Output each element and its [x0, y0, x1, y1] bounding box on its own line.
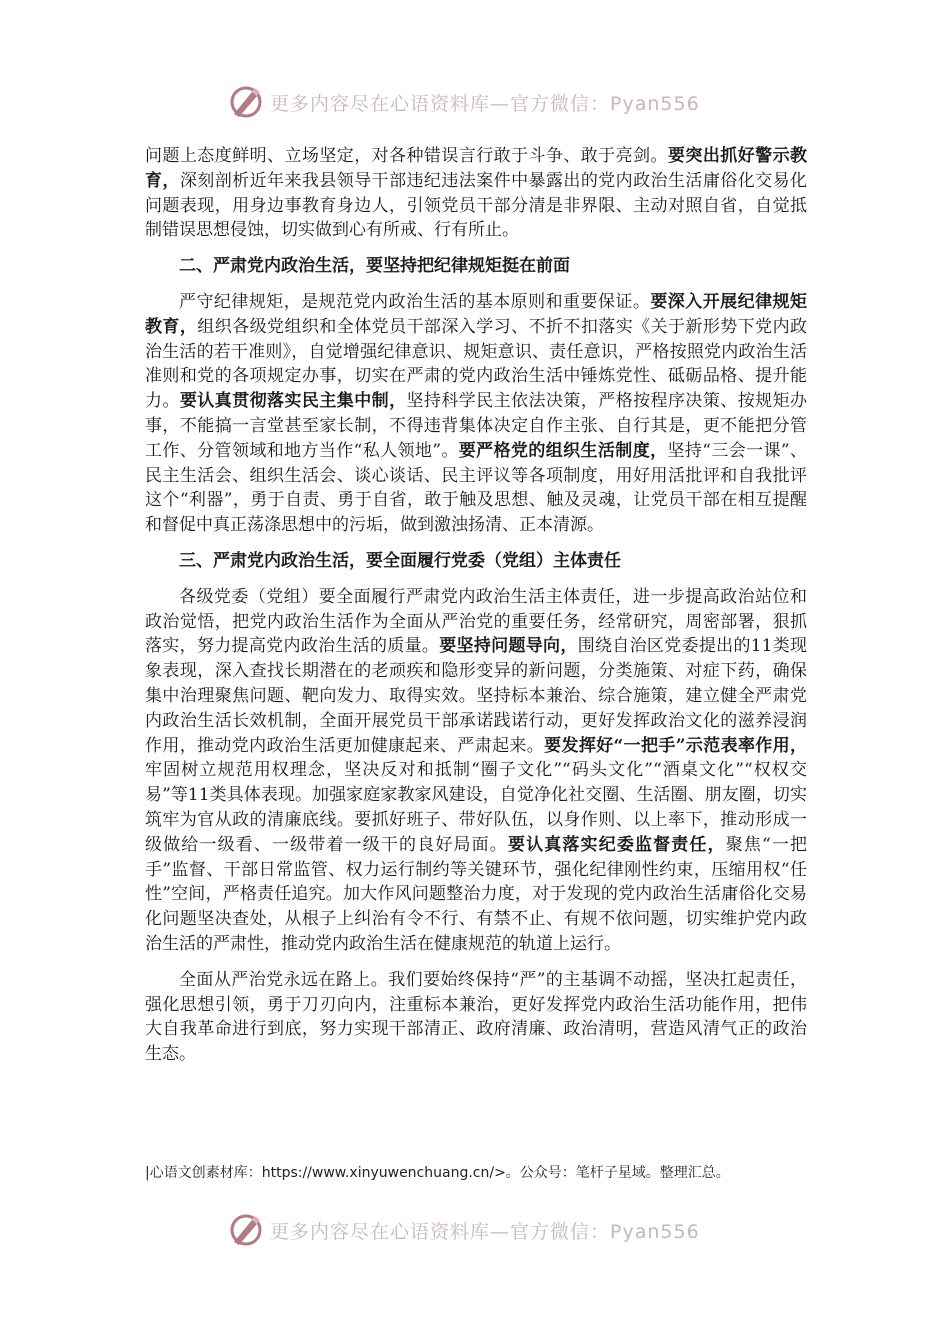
paragraph: 严守纪律规矩，是规范党内政治生活的基本原则和重要保证。要深入开展纪律规矩教育，组织各级党组织和全体党员干部深入学习、不折不扣落实《关于新形势下党内政治生活的若干准则》，自觉增强纪律意识、规矩意识、责任意识，严格按照党内政治生活准则和党的各项规定办事，切实在严肃的党内政治生活中锤炼党性、砥砺品格、提升能力。要认真贯彻落实民主集中制，坚持科学民主依法决策，严格按程序决策、按规矩办事，不能搞一言堂甚至家长制，不得违背集体决定自作主张、自行其是，更不能把分管工作、分管领域和地方当作“私人领地”。要严格党的组织生活制度，坚持“三会一课”、民主生活会、组织生活会、谈心谈话、民主评议等各项制度，用好用活批评和自我批评这个“利器”，勇于自责、勇于自省，敢于触及思想、触及灵魂，让党员干部在相互提醒和督促中真正荡涤思想中的污垢，做到激浊扬清、正本清源。 — [145, 291, 808, 536]
key-point: 要深入开展纪律规矩教育， — [145, 291, 808, 337]
article-body — [145, 144, 807, 1067]
footer-watermark-banner — [228, 1210, 728, 1250]
banner-text: 更多内容尽在心语资料库—官方微信：Pyan556 — [270, 1220, 700, 1243]
paragraph: 各级党委（党组）要全面履行严肃党内政治生活主体责任，进一步提高政治站位和政治觉悟，把党内政治生活作为全面从严治党的重要任务，经常研究，周密部署，狠抓落实，努力提高党内政治生活的质量。要坚持问题导向，围绕自治区党委提出的11类现象表现，深入查找长期潜在的老顽疾和隐形变异的新问题，分类施策、对症下药，确保集中治理聚焦问题、靶向发力、取得实效。坚持标本兼治、综合施策，建立健全严肃党内政治生活长效机制，全面开展党员干部承诺践诺行动，更好发挥政治文化的滋养浸润作用，推动党内政治生活更加健康起来、严肃起来。要发挥好“一把手”示范表率作用，牢固树立规范用权理念，坚决反对和抵制“圈子文化”“码头文化”“酒桌文化”“权权交易”等11类具体表现。加强家庭家教家风建设，自觉净化社交圈、生活圈、朋友圈，切实筑牢为官从政的清廉底线。要抓好班子、带好队伍，以身作则、以上率下，推动形成一级做给一级看、一级带着一级干的良好局面。要认真落实纪委监督责任，聚焦“一把手”监督、干部日常监管、权力运行制约等关键环节，强化纪律刚性约束，压缩用权“任性”空间，严格责任追究。加大作风问题整治力度，对于发现的党内政治生活庸俗化交易化问题坚决查处，从根子上纠治有令不行、有禁不止、有规不依问题，切实维护党内政治生活的严肃性，推动党内政治生活在健康规范的轨道上运行。 — [145, 586, 808, 954]
banner-wechat-id: Pyan556 — [610, 92, 700, 115]
key-point: 要严格党的组织生活制度， — [458, 440, 668, 461]
closing-paragraph: 全面从严治党永远在路上。我们要始终保持“严”的主基调不动摇，坚决扛起责任，强化思想引领，勇于刀刃向内，注重标本兼治，更好发挥党内政治生活功能作用，把伟大自我革命进行到底，努力实现干部清正、政府清廉、政治清明，营造风清气正的政治生态。 — [145, 969, 807, 1065]
header-watermark-banner — [228, 82, 728, 122]
pen-circle-logo-icon — [228, 1212, 264, 1248]
section-heading-2: 二、严肃党内政治生活，要坚持把纪律规矩挺在前面 — [179, 256, 570, 277]
banner-text: 更多内容尽在心语资料库—官方微信：Pyan556 — [270, 92, 700, 115]
banner-wechat-id: Pyan556 — [610, 1220, 700, 1243]
paragraph: 问题上态度鲜明、立场坚定，对各种错误言行敢于斗争、敢于亮剑。要突出抓好警示教育，深刻剖析近年来我县领导干部违纪违法案件中暴露出的党内政治生活庸俗化交易化问题表现，用身边事教育身边人，引领党员干部分清是非界限、主动对照自省，自觉抵制错误思想侵蚀，切实做到心有所戒、行有所止。 — [145, 146, 808, 241]
source-note: |心语文创素材库：https://www.xinyuwenchuang.cn/>。公众号：笔杆子星域。整理汇总。 — [145, 1165, 730, 1181]
key-point: 要突出抓好警示教育， — [145, 146, 808, 191]
key-point: 要认真贯彻落实民主集中制， — [179, 391, 407, 412]
key-point: 要认真落实纪委监督责任， — [507, 834, 726, 855]
key-point: 要坚持问题导向， — [439, 636, 578, 657]
key-point: 要发挥好“一把手”示范表率作用， — [544, 735, 808, 756]
pen-circle-logo-icon — [228, 84, 264, 120]
section-heading-3: 三、严肃党内政治生活，要全面履行党委（党组）主体责任 — [179, 550, 621, 571]
